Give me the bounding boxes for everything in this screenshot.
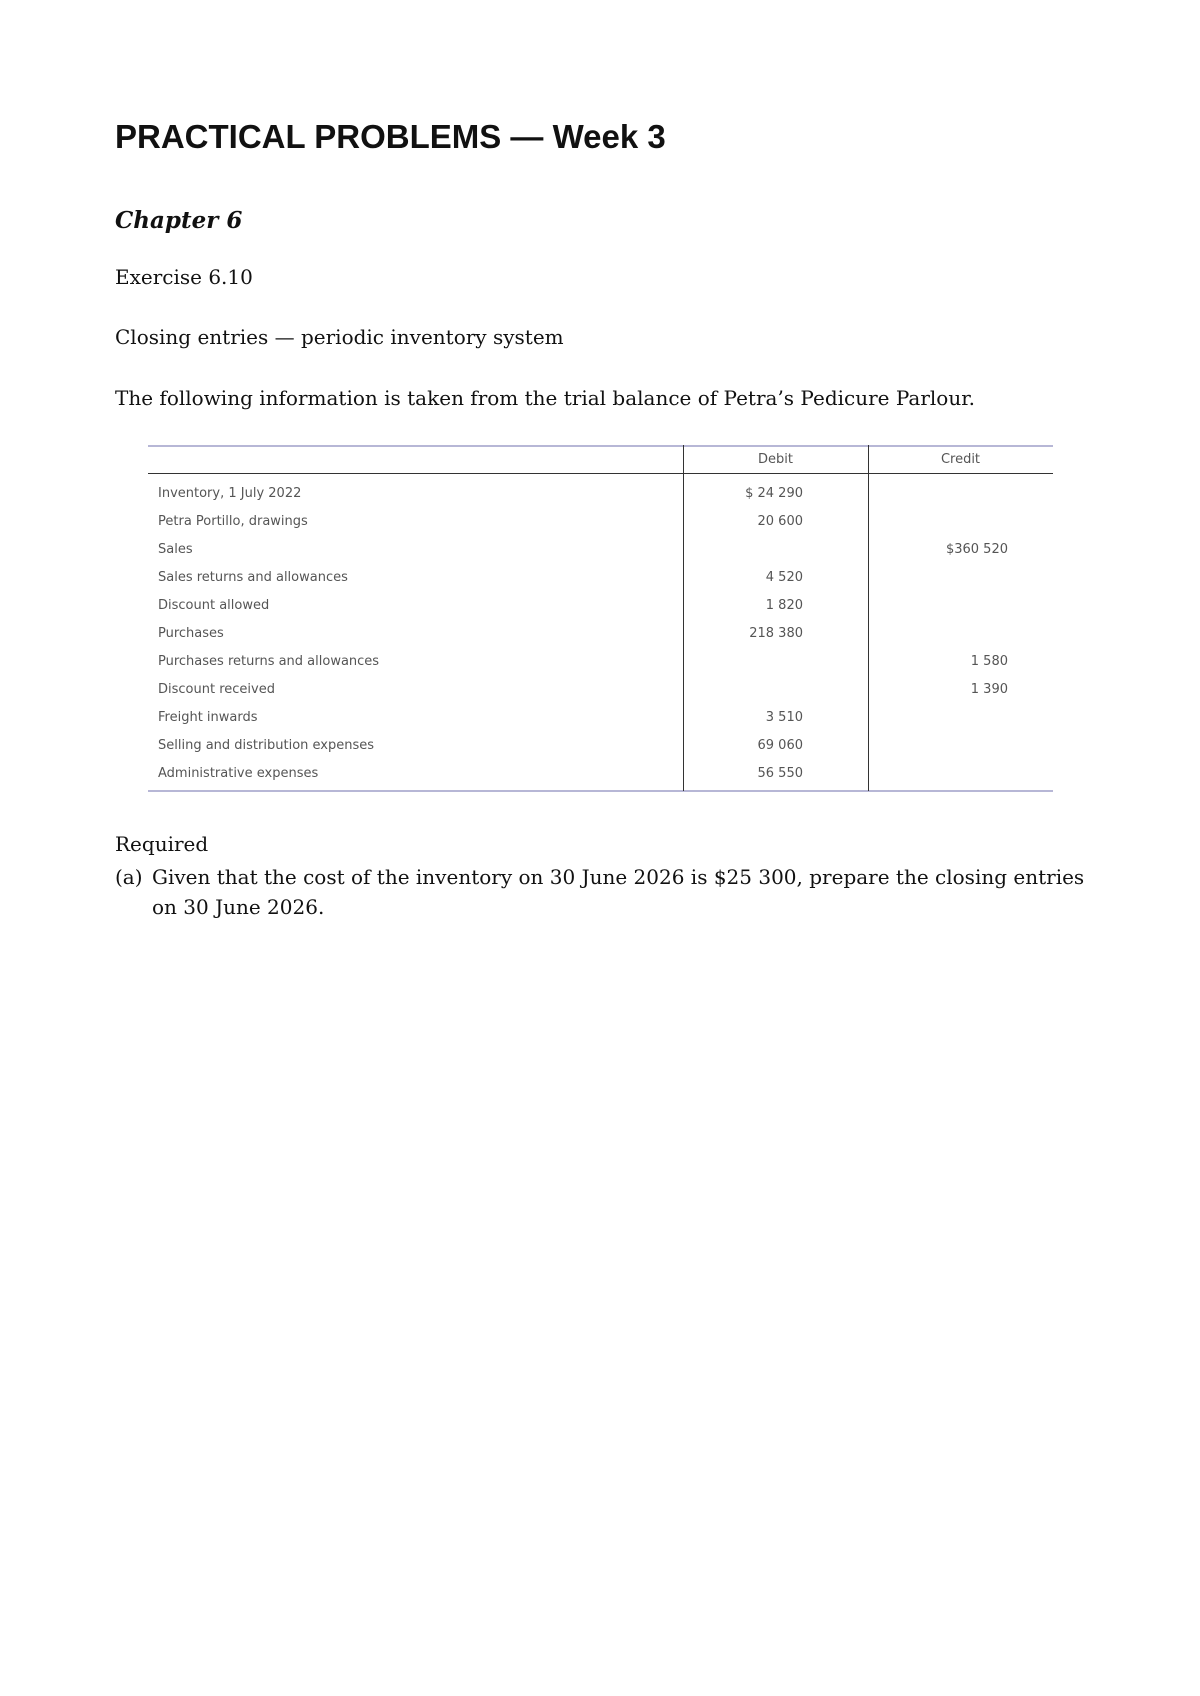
table-row (148, 763, 1053, 785)
account-name: Discount allowed (158, 598, 270, 613)
account-name: Inventory, 1 July 2022 (158, 486, 302, 501)
account-name: Freight inwards (158, 710, 258, 725)
table-row (148, 651, 1053, 673)
credit-column-header: Credit (940, 452, 981, 467)
required-heading: Required (115, 832, 209, 856)
table-bottom-rule (148, 790, 1053, 792)
credit-amount: 1 390 (970, 682, 1008, 697)
table-row (148, 539, 1053, 561)
intro-text: The following information is taken from the trial balance of Petra’s Pedicure Parlour. (115, 386, 975, 410)
account-name: Administrative expenses (158, 766, 319, 781)
credit-amount: $360 520 (945, 542, 1008, 557)
account-name: Selling and distribution expenses (158, 738, 375, 753)
table-row (148, 511, 1053, 533)
account-name: Discount received (158, 682, 275, 697)
debit-amount: 56 550 (757, 766, 803, 781)
debit-column-header: Debit (758, 452, 793, 467)
account-name: Sales returns and allowances (158, 570, 348, 585)
table-row (148, 595, 1053, 617)
debit-amount: $ 24 290 (745, 486, 803, 501)
account-name: Purchases (158, 626, 224, 641)
debit-amount: 1 820 (765, 598, 803, 613)
account-name: Sales (158, 542, 193, 557)
page-title: PRACTICAL PROBLEMS — Week 3 (115, 118, 666, 155)
table-row (148, 707, 1053, 729)
exercise-number: Exercise 6.10 (115, 265, 253, 289)
required-item-text: Given that the cost of the inventory on 30 June 2026 is $25 300, prepare the closing entries on 30 June 2026. (152, 865, 1085, 919)
account-name: Petra Portillo, drawings (158, 514, 308, 529)
chapter-heading: Chapter 6 (115, 207, 243, 234)
exercise-topic: Closing entries — periodic inventory system (115, 325, 564, 349)
required-item (115, 862, 1095, 922)
table-row (148, 623, 1053, 645)
table-row (148, 735, 1053, 757)
debit-amount: 20 600 (757, 514, 803, 529)
table-row (148, 483, 1053, 505)
debit-amount: 3 510 (765, 710, 803, 725)
debit-amount: 69 060 (757, 738, 803, 753)
table-row (148, 679, 1053, 701)
table-row (148, 567, 1053, 589)
account-name: Purchases returns and allowances (158, 654, 380, 669)
credit-amount: 1 580 (970, 654, 1008, 669)
table-header-rule (148, 473, 1053, 474)
debit-amount: 218 380 (749, 626, 803, 641)
required-item-marker: (a) (115, 865, 143, 889)
debit-amount: 4 520 (765, 570, 803, 585)
table-top-rule (148, 445, 1053, 447)
trial-balance-table (148, 445, 1053, 792)
